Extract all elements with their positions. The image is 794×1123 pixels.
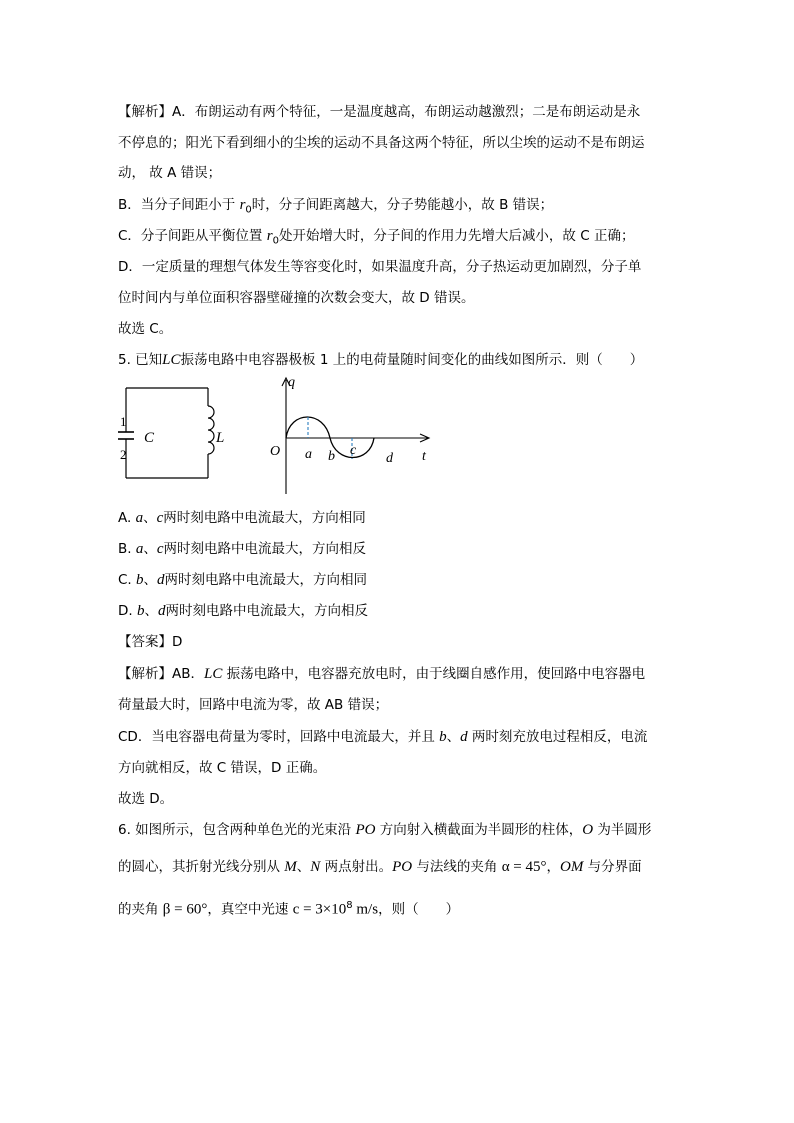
o-symbol: O <box>582 822 594 838</box>
q6-text: 与法线的夹角 <box>412 859 502 875</box>
capacitor-label: C <box>144 430 155 446</box>
q5-analysis-line-4: 方向就相反，故 C 错误，D 正确。 <box>118 760 327 776</box>
q5-stem-pre: 已知 <box>135 352 163 368</box>
var-d: d <box>157 603 166 619</box>
var-b: b <box>439 729 447 745</box>
q6-text: 如图所示，包含两种单色光的光束沿 <box>135 822 356 838</box>
separator: 、 <box>144 603 158 619</box>
q4-option-c-analysis <box>118 226 634 252</box>
point-b-label: b <box>328 449 335 464</box>
q5-conclusion: 故选 D。 <box>118 791 174 807</box>
option-text: 两时刻电路中电流最大，方向相反 <box>165 603 368 619</box>
answer-tag: 【答案】 <box>118 634 172 650</box>
var-c: c <box>156 510 164 526</box>
q4-b-text-post: 时，分子间距离越大，分子势能越小，故 B 错误； <box>251 197 554 213</box>
point-c-label: c <box>350 443 357 458</box>
q5-number: 5. <box>118 352 136 368</box>
q4-analysis-line-2: 不停息的；阳光下看到细小的尘埃的运动不具备这两个特征，所以尘埃的运动不是布朗运 <box>118 135 645 151</box>
lc-symbol: LC <box>162 352 181 368</box>
beta-formula: β = 60° <box>162 901 208 918</box>
q4-option-a-text: A．布朗运动有两个特征，一是温度越高，布朗运动越激烈；二是布朗运动是永 <box>172 104 641 120</box>
q5-stem <box>118 350 643 370</box>
var-a: a <box>135 510 144 526</box>
option-text: 两时刻电路中电流最大，方向相同 <box>163 510 366 526</box>
q5-answer <box>118 632 182 652</box>
exponent: 8 <box>346 900 353 911</box>
var-d: d <box>460 729 468 745</box>
origin-label: O <box>270 444 281 459</box>
q4-c-text-post: 处开始增大时，分子间的作用力先增大后减小，故 C 正确； <box>278 228 635 244</box>
ab-prefix: AB． <box>172 666 204 682</box>
var-d: d <box>157 572 165 588</box>
q5-option-b[interactable] <box>118 539 366 559</box>
q6-text: ，则（ ） <box>378 901 460 918</box>
light-speed-formula: c = 3×10 <box>292 901 347 918</box>
plate1-label: 1 <box>120 414 127 429</box>
var-a: a <box>135 541 144 557</box>
cd-text: CD．当电容器电荷量为零时，回路中电流最大，并且 <box>118 729 440 745</box>
r-subscript: 0 <box>272 235 279 247</box>
separator: 、 <box>143 510 157 526</box>
r-symbol: r <box>266 228 273 244</box>
q6-stem-line-1 <box>118 820 651 840</box>
q6-text: 方向射入横截面为半圆形的柱体， <box>375 822 583 838</box>
q6-stem-line-3 <box>118 896 459 920</box>
q5-figure-svg <box>118 372 448 502</box>
q5-figure <box>118 372 448 502</box>
q6-text: 的夹角 <box>118 901 163 918</box>
q4-c-text: C．分子间距从平衡位置 <box>118 228 267 244</box>
n-symbol: N <box>310 859 321 875</box>
plate2-label: 2 <box>120 447 127 462</box>
r-subscript: 0 <box>245 204 252 216</box>
separator: 、 <box>143 541 157 557</box>
q6-stem-line-2 <box>118 857 642 877</box>
q6-text: ， <box>546 859 561 875</box>
var-b: b <box>136 603 145 619</box>
q6-number: 6. <box>118 822 136 838</box>
unit: m/s <box>352 901 379 918</box>
option-label: C. <box>118 572 137 588</box>
q4-analysis-line-1 <box>118 102 640 122</box>
q6-text: ，真空中光速 <box>207 901 293 918</box>
t-axis-label: t <box>422 449 426 464</box>
q5-option-c[interactable] <box>118 570 367 590</box>
q4-analysis-line-3: 动， 故 A 错误； <box>118 165 222 181</box>
q4-analysis-tag: 【解析】 <box>118 104 172 120</box>
option-label: D. <box>118 603 137 619</box>
q5-option-d[interactable] <box>118 601 368 621</box>
q5-analysis-line-2: 荷量最大时，回路中电流为零，故 AB 错误； <box>118 697 389 713</box>
po-symbol: PO <box>355 822 376 838</box>
option-label: B. <box>118 541 136 557</box>
alpha-formula: α = 45° <box>501 859 547 875</box>
q-axis-label: q <box>288 375 295 390</box>
ab-text: 振荡电路中，电容器充放电时，由于线圈自感作用，使回路中电容器电 <box>222 666 646 682</box>
separator: 、 <box>296 859 311 875</box>
point-d-label: d <box>386 451 393 466</box>
var-c: c <box>156 541 164 557</box>
lc-symbol: LC <box>204 666 223 682</box>
q5-analysis-line-1 <box>118 664 645 684</box>
qt-graph <box>282 378 429 494</box>
var-b: b <box>136 572 144 588</box>
q6-text: 的圆心，其折射光线分别从 <box>118 859 285 875</box>
q4-b-text: B．当分子间距小于 <box>118 197 240 213</box>
q6-text: 与分界面 <box>583 859 642 875</box>
option-text: 两时刻电路中电流最大，方向相反 <box>163 541 367 557</box>
point-a-label: a <box>305 447 312 462</box>
q4-option-d-analysis-2: 位时间内与单位面积容器壁碰撞的次数会变大，故 D 错误。 <box>118 290 475 306</box>
option-label: A. <box>118 510 136 526</box>
inductor-label: L <box>216 430 225 446</box>
om-symbol: OM <box>560 859 584 875</box>
cd-text-post: 两时刻充放电过程相反，电流 <box>467 729 648 745</box>
q4-option-d-analysis-1: D．一定质量的理想气体发生等容变化时，如果温度升高，分子热运动更加剧烈，分子单 <box>118 259 642 275</box>
inductor-coil <box>208 406 214 454</box>
q5-option-a[interactable] <box>118 508 366 528</box>
option-text: 两时刻电路中电流最大，方向相同 <box>164 572 368 588</box>
po-symbol: PO <box>392 859 413 875</box>
q4-conclusion: 故选 C。 <box>118 321 173 337</box>
separator: 、 <box>143 572 158 588</box>
q6-text: 两点射出。 <box>320 859 393 875</box>
q5-analysis-line-3 <box>118 727 647 747</box>
separator: 、 <box>446 729 461 745</box>
q5-stem-post: 振荡电路中电容器极板 1 上的电荷量随时间变化的曲线如图所示．则（ ） <box>180 352 644 368</box>
m-symbol: M <box>284 859 297 875</box>
q6-text: 为半圆形 <box>593 822 652 838</box>
r-symbol: r <box>239 197 246 213</box>
analysis-tag: 【解析】 <box>118 666 172 682</box>
q4-option-b-analysis <box>118 195 553 221</box>
lc-circuit <box>118 388 214 478</box>
answer-value: D <box>172 634 183 650</box>
